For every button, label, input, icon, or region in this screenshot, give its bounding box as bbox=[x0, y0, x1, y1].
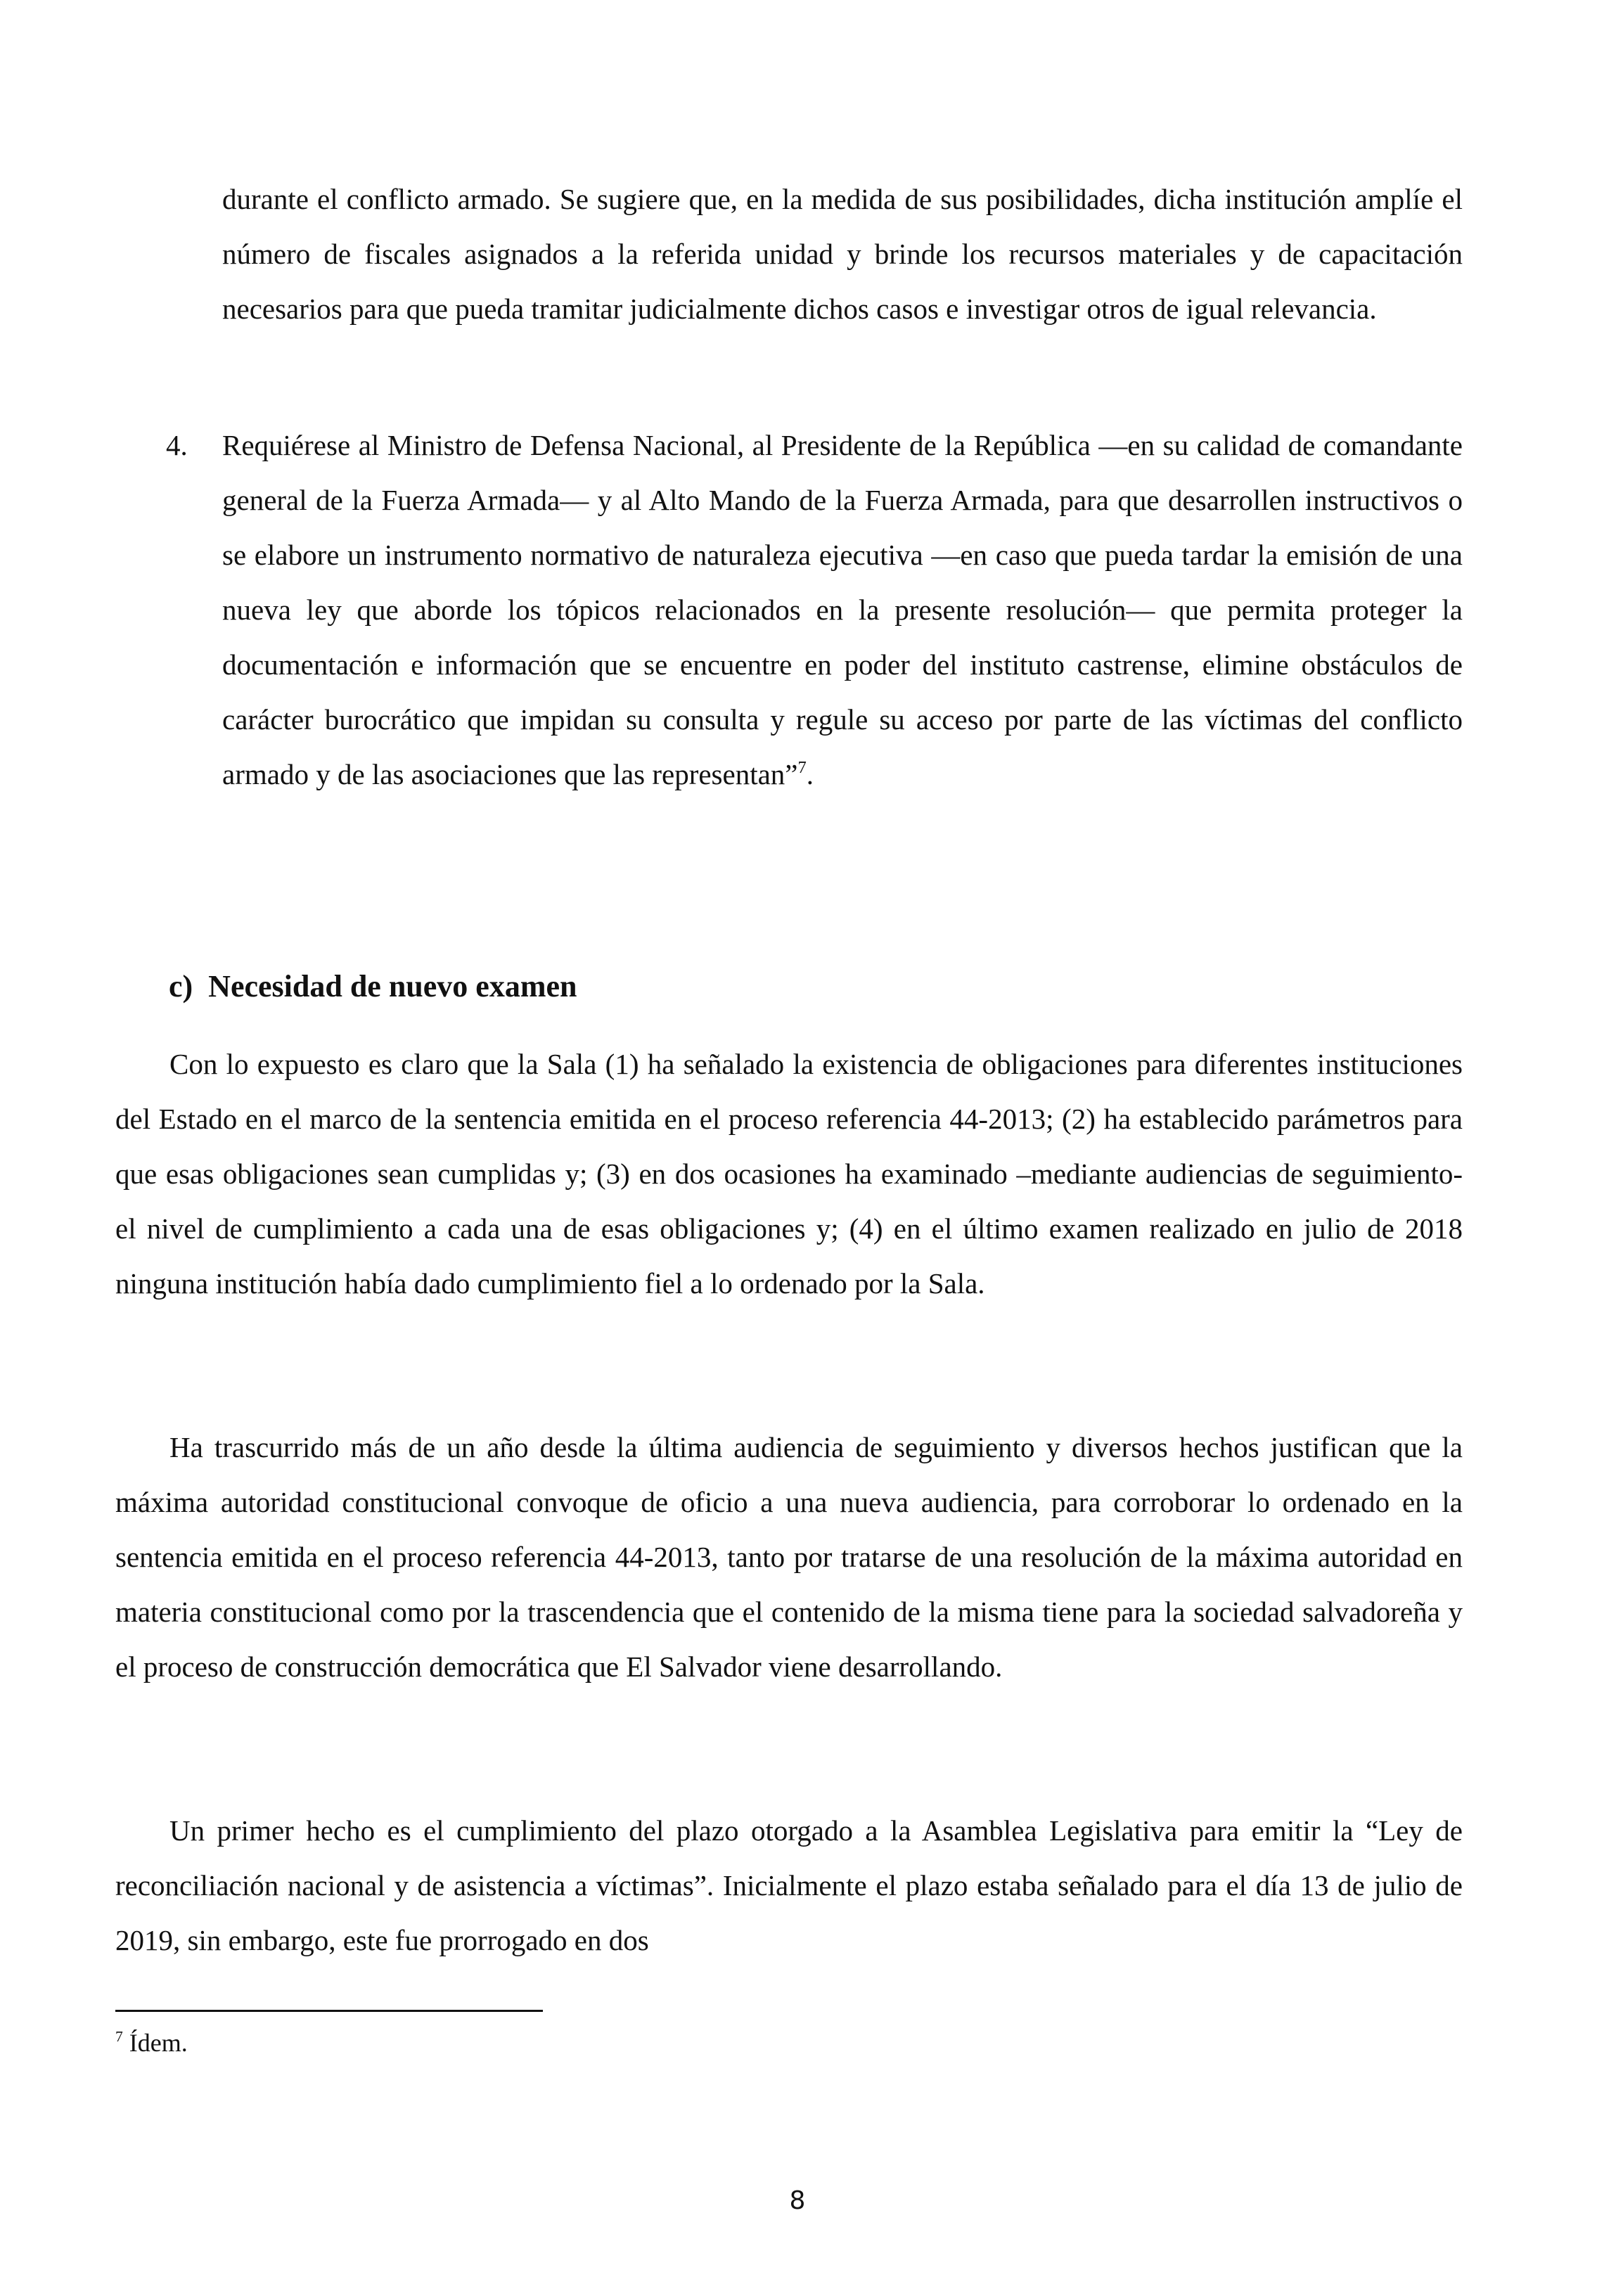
paragraph-2: Ha trascurrido más de un año desde la última audiencia de seguimiento y diversos hechos justifican que la máxima autoridad constitucional convoque de oficio a una nueva audiencia, para corroborar lo ordenado en la sentencia emitida en el proceso referencia 44-2013, tanto por tratarse de una resolución de la máxima autoridad en materia constitucional como por la trascendencia que el contenido de la misma tiene para la sociedad salvadoreña y el proceso de construcción democrática que El Salvador viene desarrollando. bbox=[115, 1431, 1463, 1683]
paragraph-1: Con lo expuesto es claro que la Sala (1) ha señalado la existencia de obligaciones para diferentes instituciones del Estado en el marco de la sentencia emitida en el proceso referencia 44-2013; (2) ha establecido parámetros para que esas obligaciones sean cumplidas y; (3) en dos ocasiones ha examinado –mediante audiencias de seguimiento- el nivel de cumplimiento a cada una de esas obligaciones y; (4) en el último examen realizado en julio de 2018 ninguna institución había dado cumplimiento fiel a lo ordenado por la Sala. bbox=[115, 1048, 1463, 1300]
item-4-body: Requiérese al Ministro de Defensa Nacional, al Presidente de la República —en su calidad de comandante general de la Fuerza Armada— y al Alto Mando de la Fuerza Armada, para que desarrollen instructivos o se elabore un instrumento normativo de naturaleza ejecutiva —en caso que pueda tardar la emisión de una nueva ley que aborde los tópicos relacionados en la presente resolución— que permita proteger la documentación e información que se encuentre en poder del instituto castrense, elimine obstáculos de carácter burocrático que impidan su consulta y regule su acceso por parte de las víctimas del conflicto armado y de las asociaciones que las representan” bbox=[222, 429, 1463, 790]
footnote-text: Ídem. bbox=[122, 2029, 188, 2057]
item-3-continuation: durante el conflicto armado. Se sugiere que, en la medida de sus posibilidades, dicha institución amplíe el número de fiscales asignados a la referida unidad y brinde los recursos materiales y de capacitación necesarios para que pueda tramitar judicialmente dichos casos e investigar otros de igual relevancia. bbox=[222, 183, 1463, 325]
item-4-number: 4. bbox=[166, 429, 188, 461]
page-number: 8 bbox=[789, 2186, 806, 2215]
paragraph-3: Un primer hecho es el cumplimiento del plazo otorgado a la Asamblea Legislativa para emitir la “Ley de reconciliación nacional y de asistencia a víctimas”. Inicialmente el plazo estaba señalado para el día 13 de julio de 2019, sin embargo, este fue prorrogado en dos bbox=[115, 1814, 1463, 1956]
section-heading: c) Necesidad de nuevo examen bbox=[169, 969, 577, 1003]
item-4-text bbox=[222, 418, 1463, 802]
footnote-number: 7 bbox=[115, 2027, 123, 2045]
footnote bbox=[115, 2025, 188, 2060]
footnote-reference: 7 bbox=[797, 758, 807, 778]
footnote-separator bbox=[115, 2010, 543, 2012]
item-4-end: . bbox=[806, 758, 814, 790]
